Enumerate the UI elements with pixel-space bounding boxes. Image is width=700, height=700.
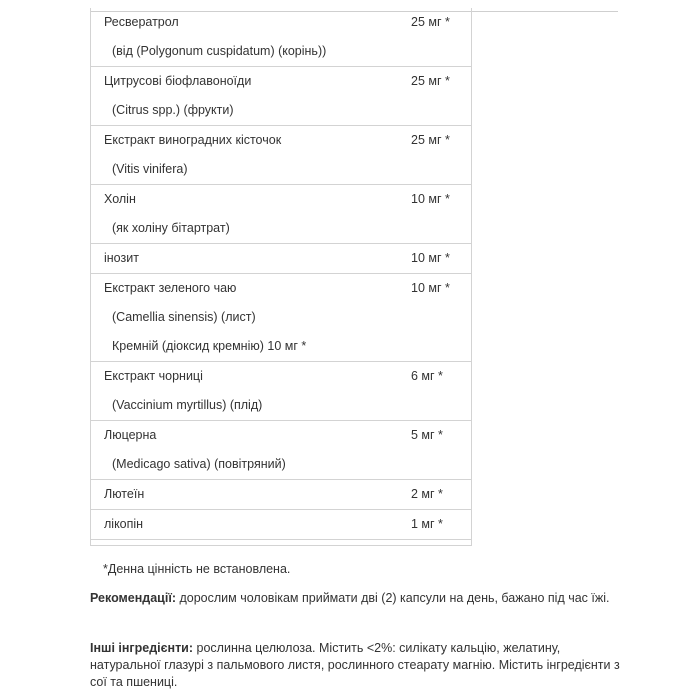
ingredient-name: Холін [104, 192, 136, 206]
supplement-facts-table [90, 8, 472, 546]
recommendations-paragraph [90, 590, 630, 607]
other-ingredients-paragraph [90, 640, 630, 691]
ingredient-amount: 1 мг * [411, 517, 443, 531]
ingredient-name: Лютеїн [104, 487, 145, 501]
table-row [91, 126, 471, 185]
ingredient-source: (Vaccinium myrtillus) (плід) [112, 398, 263, 412]
ingredient-source: (Citrus spp.) (фрукти) [112, 103, 234, 117]
ingredient-source: (від (Polygonum cuspidatum) (корінь)) [112, 44, 327, 58]
other-ingredients-label: Інші інгредієнти: [90, 641, 194, 655]
table-row [91, 510, 471, 540]
ingredient-name: Люцерна [104, 428, 157, 442]
ingredient-amount: 25 мг * [411, 15, 450, 29]
table-row [91, 244, 471, 274]
other-ingredients-text: рослинна целюлоза. Містить <2%: силікату кальцію, желатину, натуральної глазурі з пальмового листя, рослинного стеарату магнію. Містить інгредієнти з сої та пшениці. [90, 641, 620, 689]
ingredient-amount: 25 мг * [411, 74, 450, 88]
ingredient-amount: 25 мг * [411, 133, 450, 147]
daily-value-footnote: *Денна цінність не встановлена. [103, 562, 291, 576]
ingredient-name: Екстракт чорниці [104, 369, 203, 383]
ingredient-name: інозит [104, 251, 139, 265]
table-row [91, 185, 471, 244]
ingredient-source: (Medicago sativa) (повітряний) [112, 457, 286, 471]
table-row [91, 274, 471, 362]
ingredient-name: Ресвератрол [104, 15, 179, 29]
ingredient-source: (Camellia sinensis) (лист) [112, 310, 256, 324]
recommendations-label: Рекомендації: [90, 591, 177, 605]
ingredient-amount: 2 мг * [411, 487, 443, 501]
table-row [91, 67, 471, 126]
table-row [91, 8, 471, 67]
table-row [91, 480, 471, 510]
ingredient-source: (як холіну бітартрат) [112, 221, 230, 235]
recommendations-text: дорослим чоловікам приймати дві (2) капсули на день, бажано під час їжі. [176, 591, 610, 605]
ingredient-source: Кремній (діоксид кремнію) 10 мг * [112, 339, 307, 353]
ingredient-amount: 6 мг * [411, 369, 443, 383]
ingredient-amount: 10 мг * [411, 281, 450, 295]
table-row [91, 362, 471, 421]
ingredient-name: Цитрусові біофлавоноїди [104, 74, 252, 88]
ingredient-name: Екстракт виноградних кісточок [104, 133, 282, 147]
ingredient-amount: 5 мг * [411, 428, 443, 442]
ingredient-name: Екстракт зеленого чаю [104, 281, 237, 295]
ingredient-amount: 10 мг * [411, 192, 450, 206]
ingredient-amount: 10 мг * [411, 251, 450, 265]
ingredient-name: лікопін [104, 517, 144, 531]
ingredient-source: (Vitis vinifera) [112, 162, 188, 176]
table-row [91, 421, 471, 480]
